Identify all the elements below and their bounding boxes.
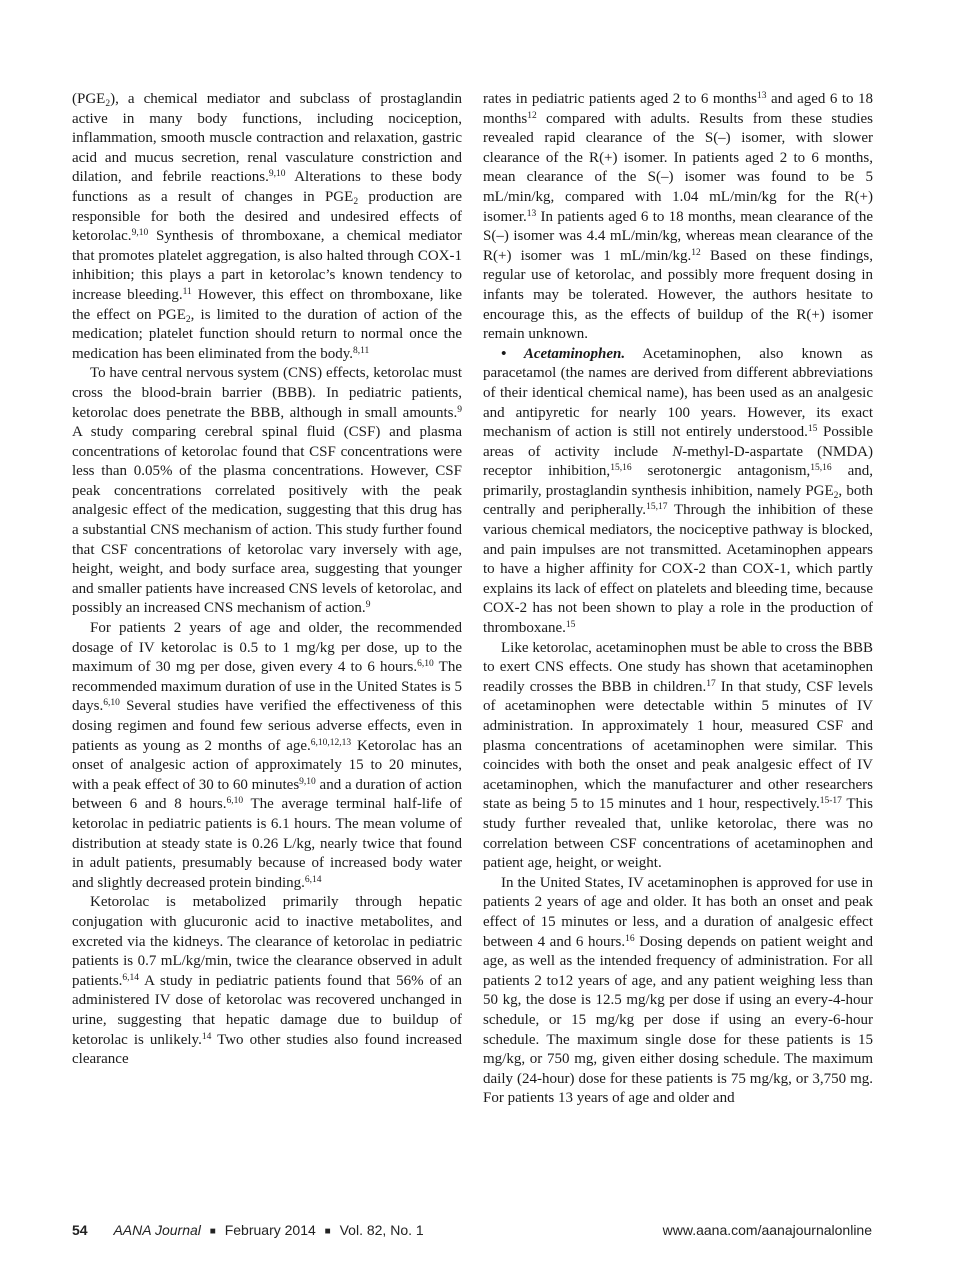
left-column: [72, 90, 462, 1070]
paragraph: • Acetaminophen. Acetaminophen, also known as paracetamol (the names are derived from different abbreviations of their identical chemical name), has been used as an analgesic and antipyretic for nearly 100 years. However, its exact mechanism of action is still not entirely understood.$^{15}$ Possible areas of activity include N-methyl-D-aspartate (NMDA) receptor inhibition,$^{15,16}$ serotonergic antagonism,$^{15,16}$ and, primarily, prostaglandin synthesis inhibition, namely $PGE_2$, both centrally and peripherally.$^{15,17}$ Through the inhibition of these various chemical mediators, the nociceptive pathway is blocked, and pain impulses are not transmitted. Acetaminophen appears to have a higher affinity for COX-2 than COX-1, which partly explains its lack of effect on platelets and bleeding time, because COX-2 has not been shown to play a role in the production of thromboxane.$^{15}$: [483, 345, 874, 637]
volume-info: Vol. 82, No. 1: [339, 1222, 424, 1238]
journal-url[interactable]: www.aana.com/aanajournalonline: [662, 1222, 872, 1238]
paragraph: For patients 2 years of age and older, the recommended dosage of IV ketorolac is 0.5 to 1 mg/kg per dose, up to the maximum of 30 mg per dose, given every 4 to 6 hours.$^{6,10}$ The recommended maximum duration of use in the United States is 5 days.$^{6,10}$ Several studies have verified the effectiveness of this dosing regimen and found few serious adverse effects, even in patients as young as 2 months of age.$^{6,10,12,13}$ Ketorolac has an onset of analgesic action of approximately 15 to 20 minutes, with a peak effect of 30 to 60 minutes$^{9,10}$ and a duration of action between 6 and 8 hours.$^{6,10}$ The average terminal half-life of ketorolac in pediatric patients is 6.1 hours. The mean volume of distribution at steady state is 0.26 L/kg, nearly twice that found in adult patients, presumably because of increased body water and slightly decreased protein binding.$^{6,14}$: [72, 620, 462, 891]
paragraph: rates in pediatric patients aged 2 to 6 months$^{13}$ and aged 6 to 18 months$^{12}$ compared with adults. Results from these studies revealed rapid clearance of the S(–) isomer, with slower clearance of the R(+) isomer. In patients aged 2 to 6 months, mean clearance of the S(–) isomer was found to be 5 mL/min/kg, compared with 1.04 mL/min/kg for the R(+) isomer.$^{13}$ In patients aged 6 to 18 months, mean clearance of the S(–) isomer was 4.4 mL/min/kg, whereas mean clearance of the R(+) isomer was 1 mL/min/kg.$^{12}$ Based on these findings, regular use of ketorolac, and possibly more frequent dosing in infants may be tolerated. However, the authors hesitate to encourage this, as the effects of buildup of the R(+) isomer remain unknown.: [483, 91, 873, 343]
separator-icon: ■: [324, 1226, 331, 1237]
page-footer: [72, 1222, 872, 1242]
paragraph: To have central nervous system (CNS) effects, ketorolac must cross the blood-brain barrier (BBB). In pediatric patients, ketorolac does penetrate the BBB, although in small amounts.$^9$ A study comparing cerebral spinal fluid (CSF) and plasma concentrations of ketorolac found that CSF concentrations were less than 0.05% of the plasma concentrations. However, CSF peak concentrations correlated positively with the peak analgesic effect of the medication, suggesting that this drug has a substantial CNS mechanism of action. This study further found that CSF concentrations of ketorolac vary inversely with age, height, weight, and body surface area, suggesting that younger and smaller patients have increased CNS levels of ketorolac, and possibly an increased CNS mechanism of action.$^9$: [72, 365, 462, 617]
separator-icon: ■: [209, 1226, 216, 1237]
paragraph: In the United States, IV acetaminophen is approved for use in patients 2 years of age and older. It has both an onset and peak effect of 15 minutes or less, and a duration of analgesic effect between 4 and 6 hours.$^{16}$ Dosing depends on patient weight and age, as well as the intended frequency of administration. For all patients 2 to12 years of age, and any patient weighing less than 50 kg, the dose is 12.5 mg/kg per dose if using an every-4-hour schedule, or 15 mg/kg per dose if using an every-6-hour schedule. The maximum single dose for these patients is 15 mg/kg, or 750 mg, given either dosing schedule. The maximum daily (24-hour) dose for these patients is 75 mg/kg, or 3,750 mg. For patients 13 years of age and older and: [483, 874, 873, 1107]
right-column: [483, 90, 873, 1109]
section-heading: • Acetaminophen.: [501, 345, 626, 362]
issue-date: February 2014: [224, 1222, 316, 1238]
paragraph: $(PGE_2)$, a chemical mediator and subclass of prostaglandin active in many body functions, including nociception, inflammation, smooth muscle contraction and relaxation, gastric acid and mucus secretion, renal vasculature constriction and dilation, and febrile reactions.$^{9,10}$ Alterations to these body functions as a result of changes in $PGE_2$ production are responsible for both the desired and undesired effects of ketorolac.$^{9,10}$ Synthesis of thromboxane, a chemical mediator that promotes platelet aggregation, is also halted through COX-1 inhibition; this plays a part in ketorolac’s known tendency to increase bleeding.$^{11}$ However, this effect on thromboxane, like the effect on $PGE_2$, is limited to the duration of action of the medication; platelet function should return to normal once the medication has been eliminated from the body.$^{8,11}$: [72, 91, 463, 362]
paragraph: Like ketorolac, acetaminophen must be able to cross the BBB to exert CNS effects. One study has shown that acetaminophen readily crosses the BBB in children.$^{17}$ In that study, CSF levels of acetaminophen were detectable within 5 minutes of IV administration. In approximately 1 hour, measured CSF and plasma concentrations of acetaminophen were similar. This coincides with both the onset and peak analgesic effect of IV acetaminophen, which the manufacturer and other researchers state as being 5 to 15 minutes and 1 hour, respectively.$^{15-17}$ This study further revealed that, unlike ketorolac, there was no correlation between CSF concentrations of acetaminophen and patient age, height, or weight.: [483, 639, 874, 872]
journal-name: AANA Journal: [113, 1222, 201, 1238]
paragraph: Ketorolac is metabolized primarily through hepatic conjugation with glucuronic acid to inactive metabolites, and excreted via the kidneys. The clearance of ketorolac in pediatric patients is 0.7 mL/kg/min, twice the clearance observed in adult patients.$^{6,14}$ A study in pediatric patients found that 56% of an administered IV dose of ketorolac was recovered unchanged in urine, suggesting that hepatic damage due to buildup of ketorolac is unlikely.$^{14}$ Two other studies also found increased clearance: [72, 894, 463, 1068]
page-number: 54: [72, 1222, 88, 1238]
